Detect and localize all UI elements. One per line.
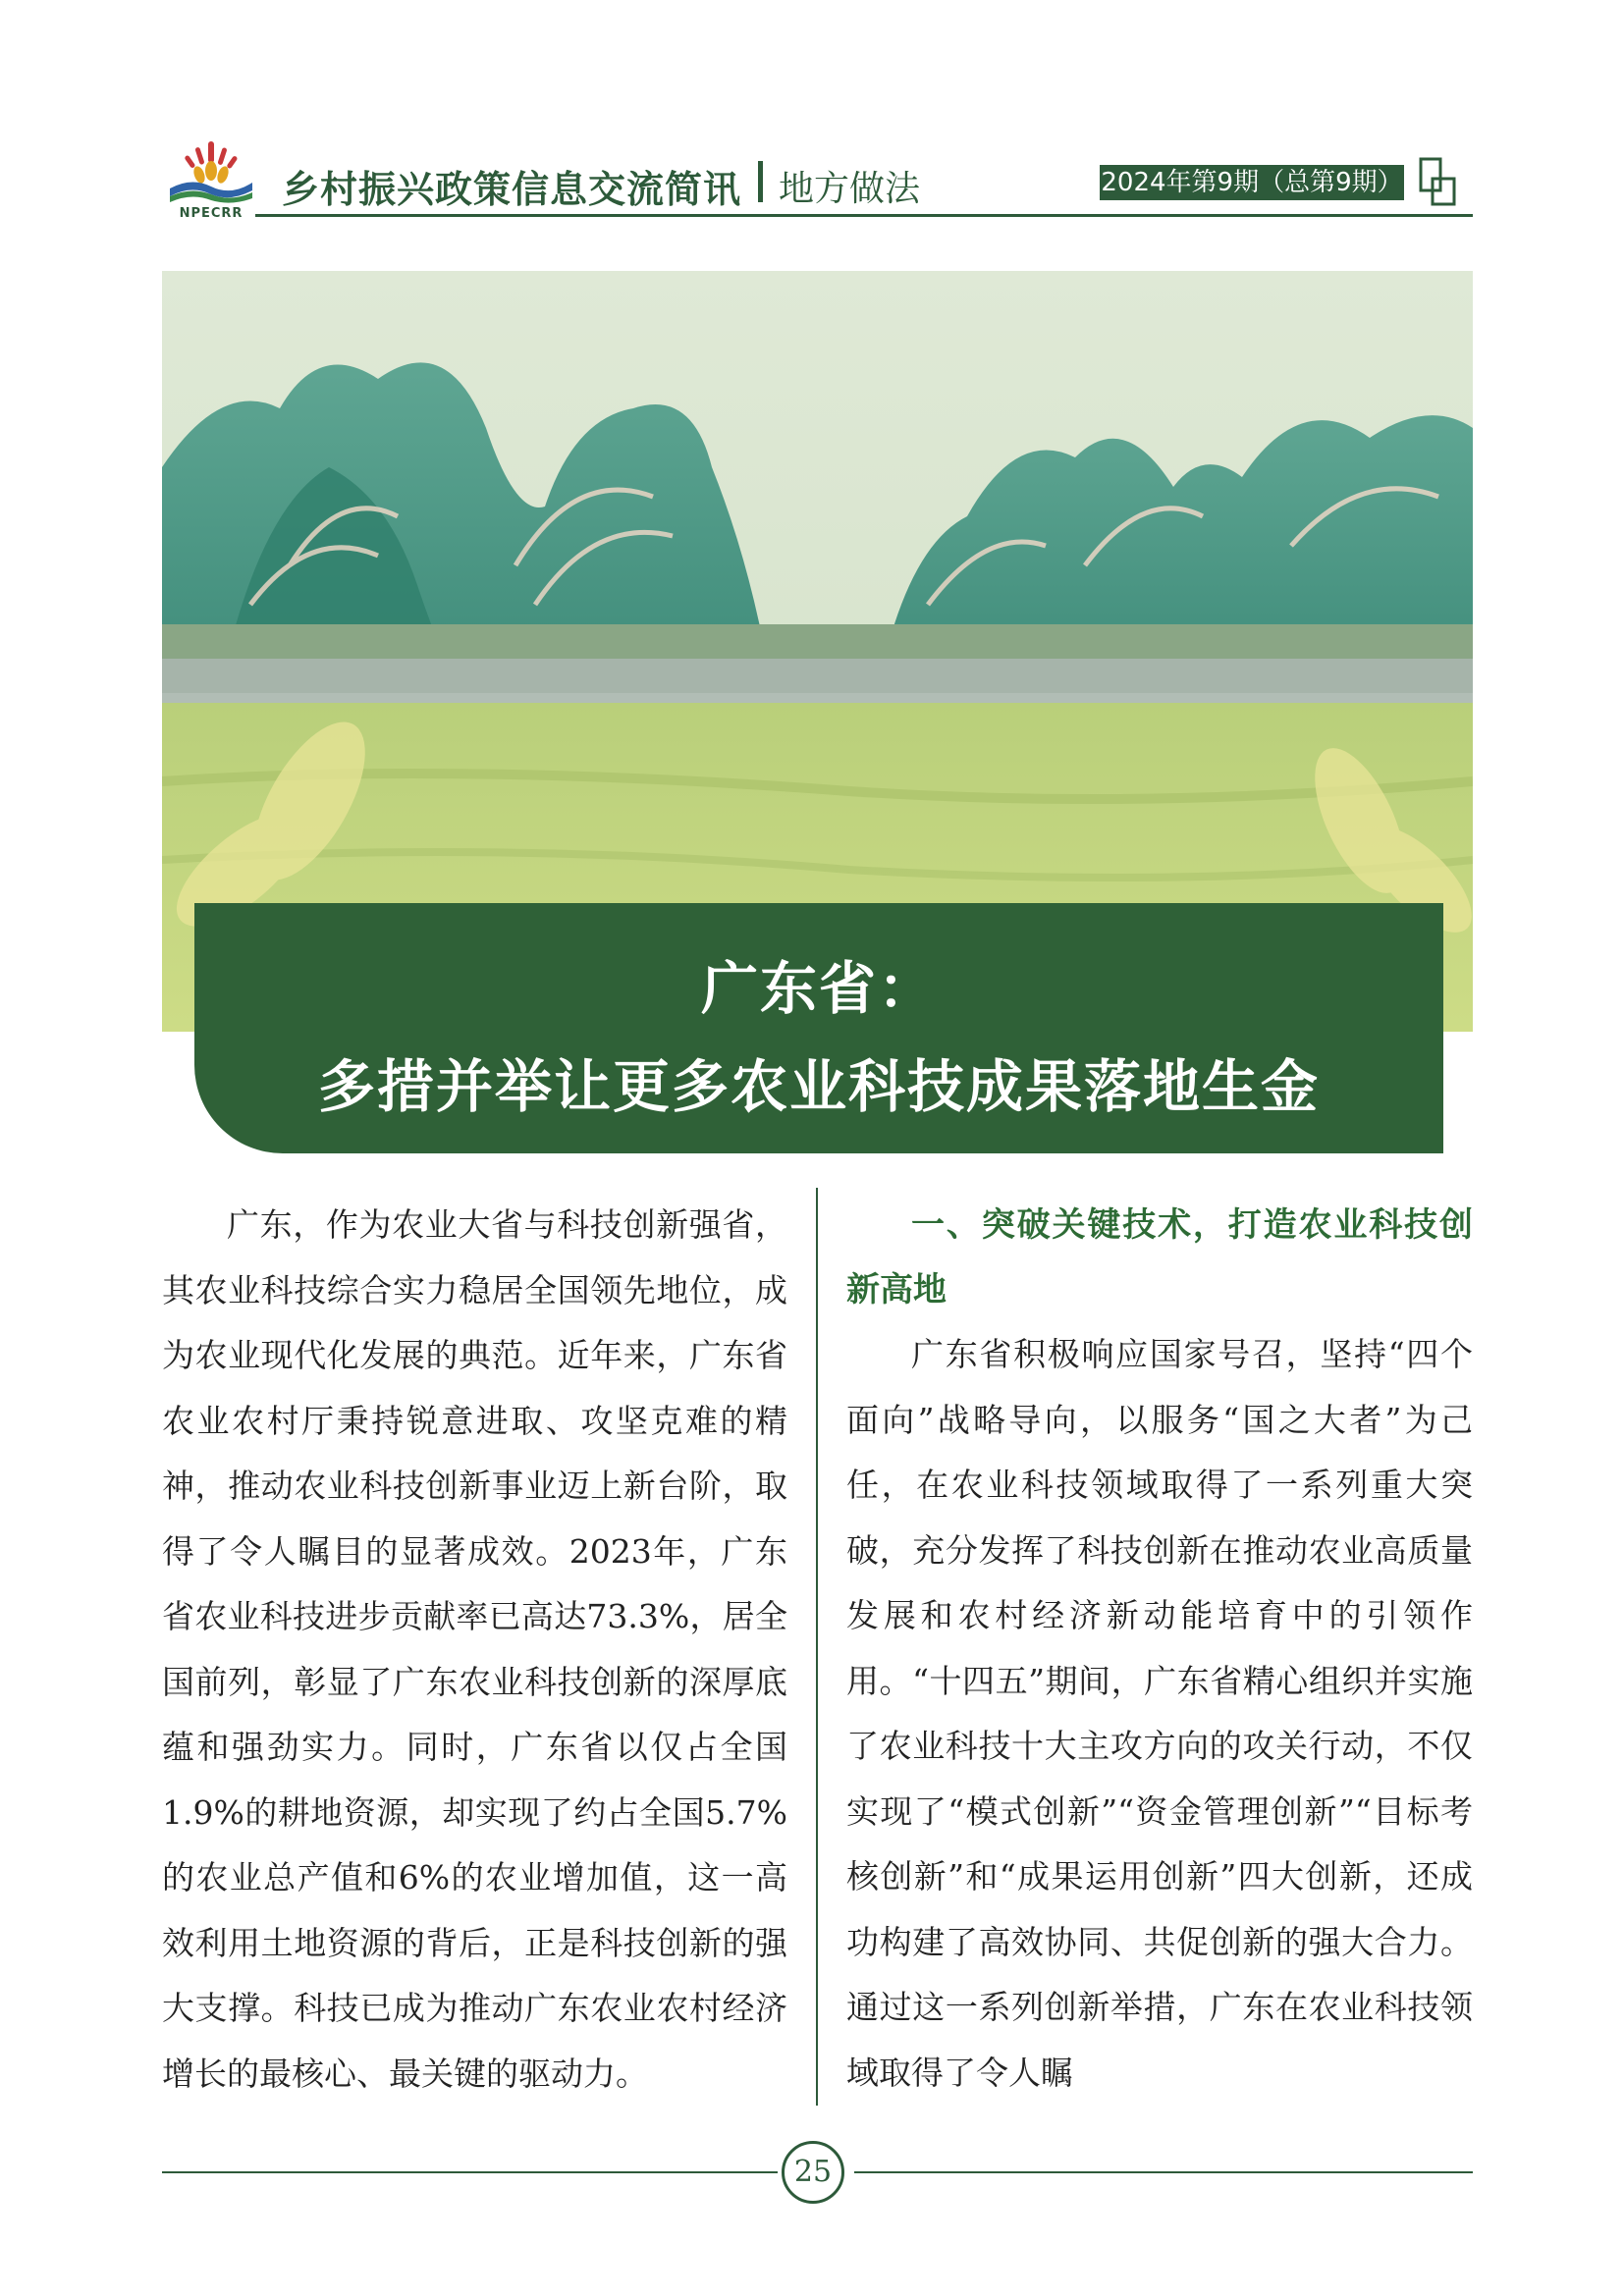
page-header bbox=[162, 137, 1473, 226]
column-divider bbox=[816, 1188, 818, 2106]
corner-bracket-icon bbox=[1419, 157, 1456, 206]
issue-badge: 2024年第9期（总第9期） bbox=[1100, 165, 1404, 200]
intro-paragraph: 广东，作为农业大省与科技创新强省，其农业科技综合实力稳居全国领先地位，成为农业现代化发展的典范。近年来，广东省农业农村厅秉持锐意进取、攻坚克难的精神，推动农业科技创新事业迈上新台阶，取得了令人瞩目的显著成效。2023年，广东省农业科技进步贡献率已高达73.3%，居全国前列，彰显了广东农业科技创新的深厚底蕴和强劲实力。同时，广东省以仅占全国1.9%的耕地资源，却实现了约占全国5.7%的农业总产值和6%的农业增加值，这一高效利用土地资源的背后，正是科技创新的强大支撑。科技已成为推动广东农业农村经济增长的最核心、最关键的驱动力。 bbox=[162, 1205, 787, 2093]
left-column bbox=[162, 1193, 787, 2107]
article-title-banner bbox=[194, 903, 1443, 1153]
npecrr-logo bbox=[162, 137, 260, 226]
logo-text: NPECRR bbox=[179, 206, 244, 221]
page-number: 25 bbox=[782, 2141, 844, 2204]
publication-title: 乡村振兴政策信息交流简讯 bbox=[282, 168, 742, 211]
header-rule bbox=[255, 214, 1473, 217]
footer-rule-left bbox=[162, 2171, 778, 2173]
article-title-line1: 广东省： bbox=[700, 955, 937, 1022]
section1-paragraph: 广东省积极响应国家号召，坚持“四个面向”战略导向，以服务“国之大者”为己任，在农业科技领域取得了一系列重大突破，充分发挥了科技创新在推动农业高质量发展和农村经济新动能培育中的引领作用。“十四五”期间，广东省精心组织并实施了农业科技十大主攻方向的攻关行动，不仅实现了“模式创新”“资金管理创新”“目标考核创新”和“成果运用创新”四大创新，还成功构建了高效协同、共促创新的强大合力。通过这一系列创新举措，广东在农业科技领域取得了令人瞩 bbox=[846, 1335, 1473, 2092]
section1-heading: 一、突破关键技术，打造农业科技创新高地 bbox=[846, 1205, 1473, 1309]
article-title-line2: 多措并举让更多农业科技成果落地生金 bbox=[317, 1053, 1320, 1120]
footer-rule-right bbox=[854, 2171, 1473, 2173]
title-separator bbox=[758, 161, 763, 202]
section-label: 地方做法 bbox=[779, 169, 921, 209]
right-column bbox=[846, 1193, 1473, 2106]
